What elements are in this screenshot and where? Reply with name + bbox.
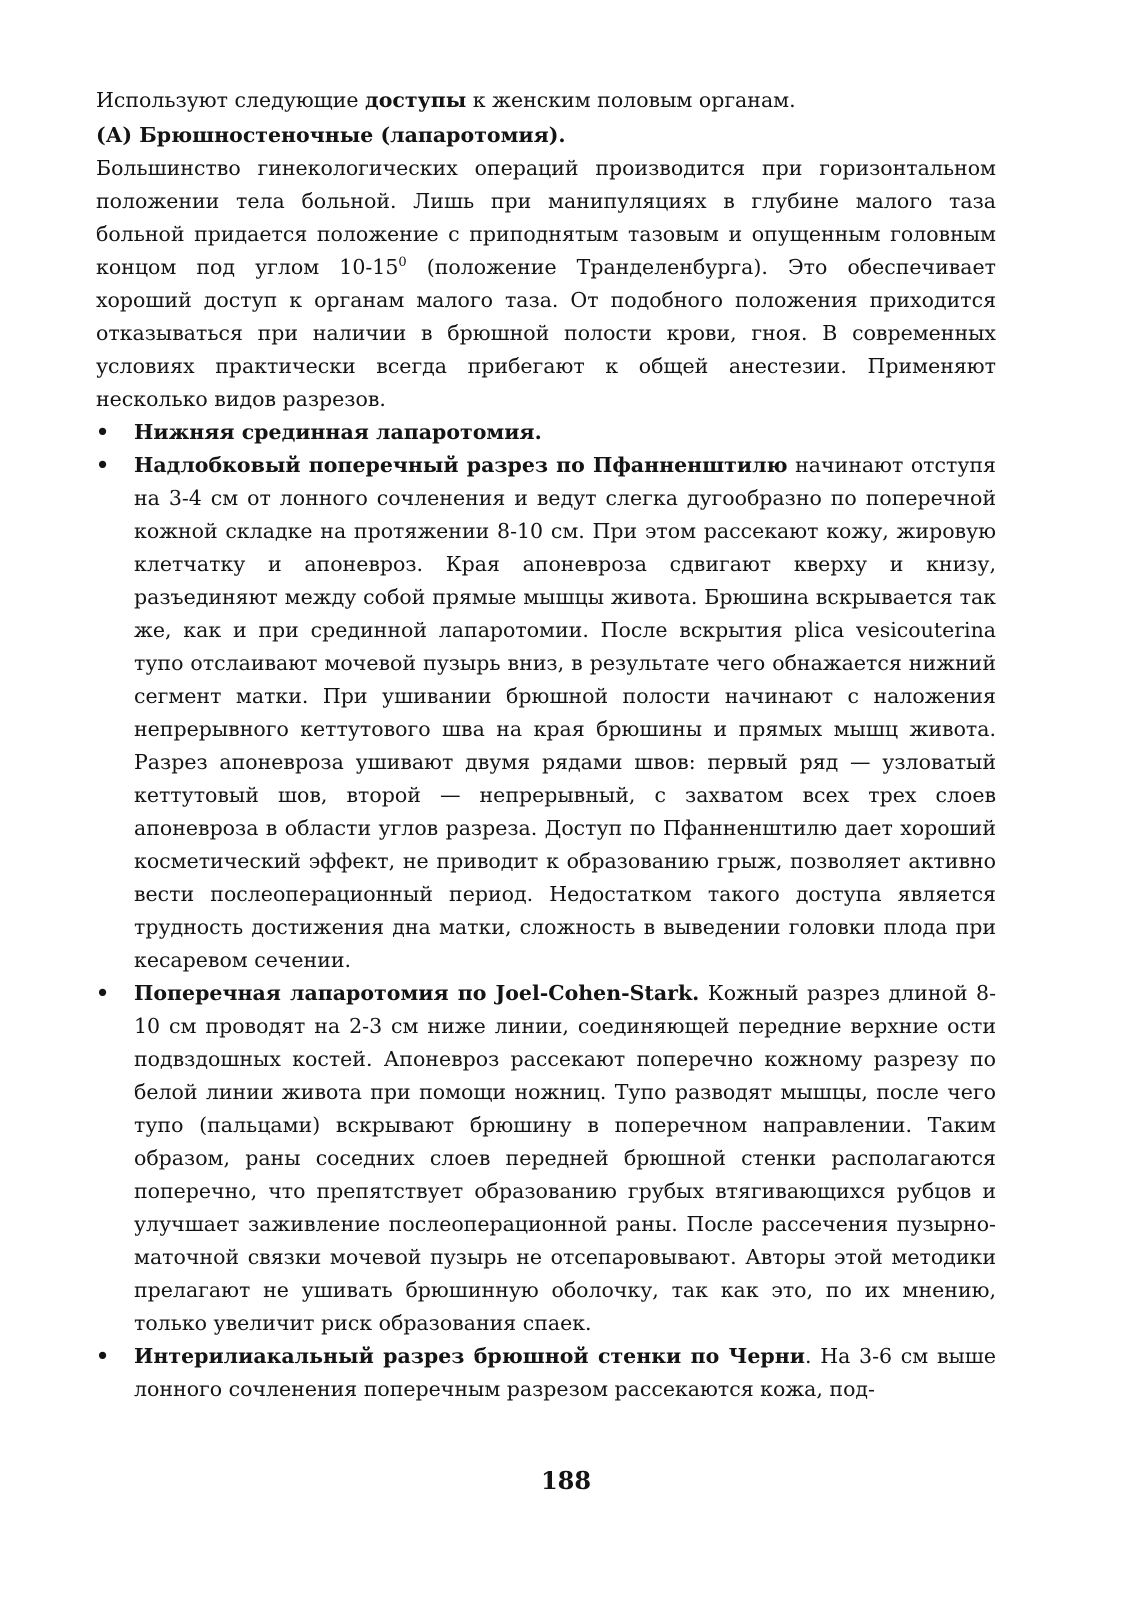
bullet-icon: • xyxy=(96,1344,110,1368)
section-heading: (А) Брюшностеночные (лапаротомия). xyxy=(96,123,566,147)
paragraph-part1: Большинство гинекологических операций производится при горизонтальном положении тела больной. Лишь при манипуляциях в глубине малого таза больной придается положение с приподнятым тазовым и опущенным головным концом под углом 10-15 xyxy=(96,156,996,279)
bullet-icon: • xyxy=(96,420,110,444)
intro-line xyxy=(96,84,996,117)
list-item-title: Поперечная лапаротомия по Joel-Cohen-Stark. xyxy=(134,981,700,1005)
list-item-text: . На 3-6 см выше лонного сочленения поперечным разрезом рассекаются кожа, под- xyxy=(134,1344,996,1401)
body-paragraph xyxy=(96,152,996,416)
paragraph-part2: (положение Транделенбурга). Это обеспечивает хороший доступ к органам малого таза. От подобного положения приходится отказываться при наличии в брюшной полости крови, гноя. В современных условиях практически всегда прибегают к общей анестезии. Применяют несколько видов разрезов. xyxy=(96,255,996,411)
list-item xyxy=(96,1340,996,1406)
degree-superscript: 0 xyxy=(398,255,407,271)
page-number: 188 xyxy=(540,1466,592,1495)
list-item xyxy=(96,416,996,449)
list-item-title: Нижняя срединная лапаротомия. xyxy=(134,420,542,444)
list-item-title: Надлобковый поперечный разрез по Пфанненштилю xyxy=(134,453,788,477)
bullet-icon: • xyxy=(96,981,110,1005)
intro-before: Используют следующие xyxy=(96,88,366,112)
intro-after: к женским половым органам. xyxy=(466,88,796,112)
incision-list xyxy=(96,416,996,1406)
bullet-icon: • xyxy=(96,453,110,477)
list-item xyxy=(96,449,996,977)
list-item-title: Интерилиакальный разрез брюшной стенки по Черни xyxy=(134,1344,805,1368)
list-item-text: начинают отступя на 3-4 см от лонного сочленения и ведут слегка дугообразно по поперечной кожной складке на протяжении 8-10 см. При этом рассекают кожу, жировую клетчатку и апоневроз. Края апоневроза сдвигают кверху и книзу, разъединяют между собой прямые мышцы живота. Брюшина вскрывается так же, как и при срединной лапаротомии. После вскрытия plica vesicouterina тупо отслаивают мочевой пузырь вниз, в результате чего обнажается нижний сегмент матки. При ушивании брюшной полости начинают с наложения непрерывного кеттутового шва на края брюшины и прямых мышц живота. Разрез апоневроза ушивают двумя рядами швов: первый ряд — узловатый кеттутовый шов, второй — непрерывный, с захватом всех трех слоев апоневроза в области углов разреза. Доступ по Пфанненштилю дает хороший косметический эффект, не приводит к образованию грыж, позволяет активно вести послеоперационный период. Недостатком такого доступа является трудность достижения дна матки, сложность в выведении головки плода при кесаревом сечении. xyxy=(134,453,996,972)
intro-bold: доступы xyxy=(365,88,467,112)
page-body xyxy=(96,84,996,1406)
list-item-text: Кожный разрез длиной 8-10 см проводят на 2-3 см ниже линии, соединяющей передние верхние ости подвздошных костей. Апоневроз рассекают поперечно кожному разрезу по белой линии живота при помощи ножниц. Тупо разводят мышцы, после чего тупо (пальцами) вскрывают брюшину в поперечном направлении. Таким образом, раны соседних слоев передней брюшной стенки располагаются поперечно, что препятствует образованию грубых втягивающихся рубцов и улучшает заживление послеоперационной раны. После рассечения пузырно-маточной связки мочевой пузырь не отсепаровывают. Авторы этой методики прелагают не ушивать брюшинную оболочку, так как это, по их мнению, только увеличит риск образования спаек. xyxy=(134,981,996,1335)
list-item xyxy=(96,977,996,1340)
